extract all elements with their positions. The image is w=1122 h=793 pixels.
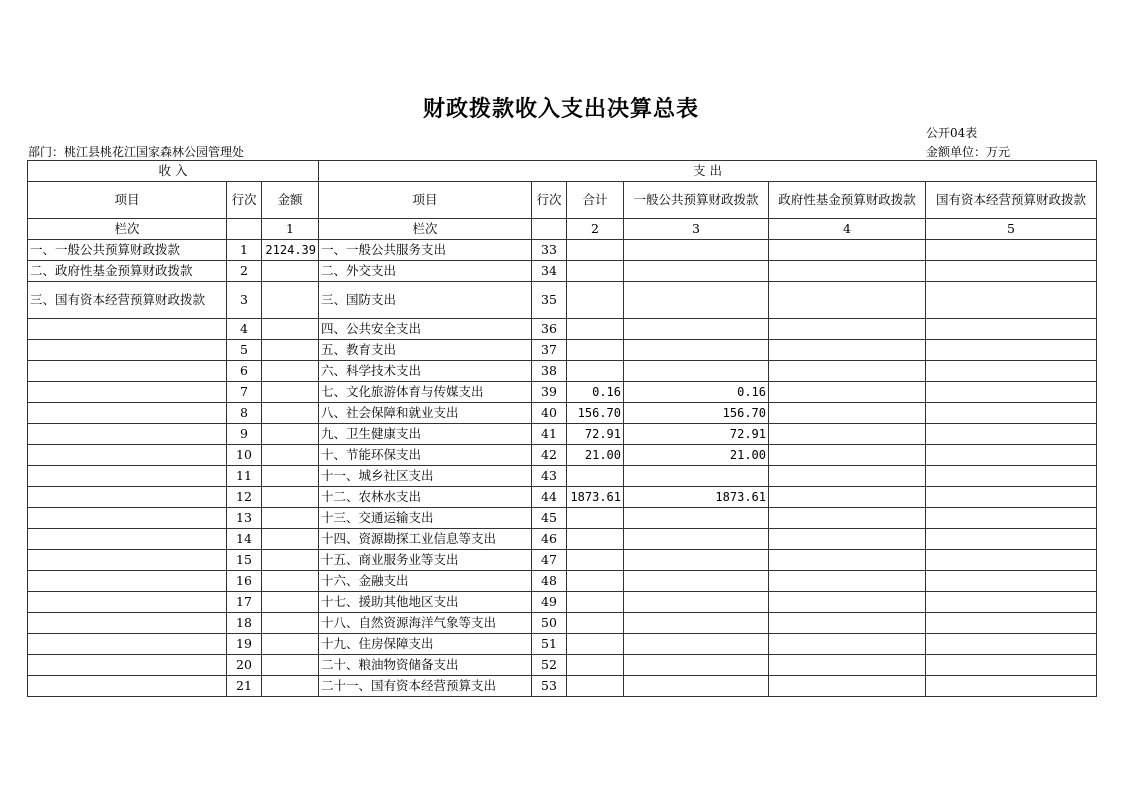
total-cell (567, 340, 624, 361)
gov-fund-cell (769, 240, 926, 261)
income-row-no-cell: 13 (227, 508, 262, 529)
income-item-cell (28, 403, 227, 424)
expense-row-no-cell: 43 (532, 466, 567, 487)
expense-item-cell: 三、国防支出 (319, 282, 532, 319)
general-budget-cell (624, 282, 769, 319)
state-capital-cell (926, 529, 1097, 550)
income-row-no-cell: 8 (227, 403, 262, 424)
total-cell: 21.00 (567, 445, 624, 466)
expense-item-cell: 五、教育支出 (319, 340, 532, 361)
state-capital-cell (926, 340, 1097, 361)
income-item-cell (28, 529, 227, 550)
table-row (28, 676, 1097, 697)
gov-fund-cell (769, 382, 926, 403)
state-capital-cell (926, 466, 1097, 487)
col-index-3: 3 (624, 219, 769, 240)
income-amount-cell (262, 424, 319, 445)
table-row (28, 340, 1097, 361)
table-row (28, 529, 1097, 550)
income-item-cell (28, 340, 227, 361)
income-item-cell (28, 361, 227, 382)
page-title: 财政拨款收入支出决算总表 (422, 96, 699, 122)
income-item-cell (28, 613, 227, 634)
income-item-cell: 二、政府性基金预算财政拨款 (28, 261, 227, 282)
income-item-cell (28, 676, 227, 697)
total-cell: 156.70 (567, 403, 624, 424)
budget-summary-table (27, 160, 1097, 697)
form-number: 公开04表 (926, 126, 978, 140)
income-row-no-cell: 16 (227, 571, 262, 592)
expense-section-header: 支 出 (319, 161, 1097, 182)
gov-fund-cell (769, 571, 926, 592)
general-budget-cell (624, 261, 769, 282)
income-amount-header: 金额 (262, 182, 319, 219)
gov-fund-cell (769, 508, 926, 529)
income-row-no-cell: 21 (227, 676, 262, 697)
gov-fund-cell (769, 592, 926, 613)
income-amount-cell (262, 445, 319, 466)
income-row-no-cell: 9 (227, 424, 262, 445)
general-budget-cell (624, 676, 769, 697)
income-row-no-cell: 20 (227, 655, 262, 676)
expense-col-index-label: 栏次 (319, 219, 532, 240)
income-row-no-cell: 7 (227, 382, 262, 403)
general-budget-cell (624, 592, 769, 613)
gov-fund-cell (769, 676, 926, 697)
general-budget-cell: 1873.61 (624, 487, 769, 508)
expense-row-no-cell: 41 (532, 424, 567, 445)
total-cell (567, 550, 624, 571)
income-item-cell (28, 634, 227, 655)
expense-row-no-cell: 35 (532, 282, 567, 319)
total-cell: 0.16 (567, 382, 624, 403)
total-cell (567, 508, 624, 529)
table-row (28, 361, 1097, 382)
income-row-no-cell: 11 (227, 466, 262, 487)
general-budget-cell (624, 550, 769, 571)
gov-fund-cell (769, 487, 926, 508)
general-budget-cell (624, 571, 769, 592)
total-cell (567, 655, 624, 676)
expense-row-no-cell: 33 (532, 240, 567, 261)
gov-fund-header: 政府性基金预算财政拨款 (769, 182, 926, 219)
income-item-cell (28, 655, 227, 676)
income-row-no-cell: 15 (227, 550, 262, 571)
expense-row-no-cell: 40 (532, 403, 567, 424)
income-item-cell (28, 571, 227, 592)
expense-item-cell: 一、一般公共服务支出 (319, 240, 532, 261)
gov-fund-cell (769, 403, 926, 424)
general-budget-header: 一般公共预算财政拨款 (624, 182, 769, 219)
expense-item-header: 项目 (319, 182, 532, 219)
table-row (28, 487, 1097, 508)
income-row-no-cell: 19 (227, 634, 262, 655)
income-item-cell (28, 445, 227, 466)
income-amount-cell (262, 403, 319, 424)
general-budget-cell (624, 361, 769, 382)
state-capital-cell (926, 634, 1097, 655)
income-row-no-cell: 4 (227, 319, 262, 340)
expense-item-cell: 九、卫生健康支出 (319, 424, 532, 445)
col-index-1: 1 (262, 219, 319, 240)
income-item-cell (28, 466, 227, 487)
expense-row-no-header: 行次 (532, 182, 567, 219)
expense-item-cell: 十五、商业服务业等支出 (319, 550, 532, 571)
general-budget-cell: 0.16 (624, 382, 769, 403)
total-cell (567, 613, 624, 634)
table-row (28, 634, 1097, 655)
table-row (28, 424, 1097, 445)
table-row (28, 382, 1097, 403)
income-item-cell (28, 424, 227, 445)
table-row (28, 261, 1097, 282)
gov-fund-cell (769, 261, 926, 282)
general-budget-cell (624, 240, 769, 261)
state-capital-cell (926, 282, 1097, 319)
table-row (28, 655, 1097, 676)
col-index-4: 4 (769, 219, 926, 240)
income-item-cell: 三、国有资本经营预算财政拨款 (28, 282, 227, 319)
gov-fund-cell (769, 655, 926, 676)
total-cell (567, 319, 624, 340)
department-label: 部门：桃江县桃花江国家森林公园管理处 (28, 145, 245, 159)
amount-unit-label: 金额单位：万元 (926, 145, 1011, 159)
general-budget-cell (624, 319, 769, 340)
expense-item-cell: 二、外交支出 (319, 261, 532, 282)
income-row-no-cell: 3 (227, 282, 262, 319)
general-budget-cell (624, 634, 769, 655)
expense-row-no-cell: 39 (532, 382, 567, 403)
income-row-no-cell: 6 (227, 361, 262, 382)
expense-item-cell: 十八、自然资源海洋气象等支出 (319, 613, 532, 634)
total-cell (567, 282, 624, 319)
state-capital-cell (926, 676, 1097, 697)
expense-row-no-cell: 52 (532, 655, 567, 676)
income-item-cell (28, 508, 227, 529)
income-amount-cell (262, 676, 319, 697)
income-amount-cell (262, 634, 319, 655)
table-row (28, 319, 1097, 340)
expense-item-cell: 八、社会保障和就业支出 (319, 403, 532, 424)
income-amount-cell (262, 529, 319, 550)
gov-fund-cell (769, 634, 926, 655)
total-cell (567, 361, 624, 382)
income-amount-cell (262, 361, 319, 382)
general-budget-cell: 156.70 (624, 403, 769, 424)
state-capital-cell (926, 445, 1097, 466)
income-item-cell (28, 592, 227, 613)
income-amount-cell: 2124.39 (262, 240, 319, 261)
income-row-no-cell: 2 (227, 261, 262, 282)
expense-item-cell: 十、节能环保支出 (319, 445, 532, 466)
expense-row-no-cell: 48 (532, 571, 567, 592)
income-amount-cell (262, 466, 319, 487)
col-index-5: 5 (926, 219, 1097, 240)
total-cell (567, 240, 624, 261)
expense-item-cell: 十二、农林水支出 (319, 487, 532, 508)
table-row (28, 445, 1097, 466)
expense-item-cell: 六、科学技术支出 (319, 361, 532, 382)
state-capital-cell (926, 655, 1097, 676)
state-capital-cell (926, 571, 1097, 592)
table-row (28, 282, 1097, 319)
expense-row-no-cell: 49 (532, 592, 567, 613)
expense-row-no-cell: 42 (532, 445, 567, 466)
general-budget-cell (624, 613, 769, 634)
state-capital-cell (926, 319, 1097, 340)
income-amount-cell (262, 261, 319, 282)
expense-row-no-cell: 44 (532, 487, 567, 508)
income-amount-cell (262, 382, 319, 403)
expense-row-no-cell: 45 (532, 508, 567, 529)
gov-fund-cell (769, 550, 926, 571)
state-capital-header: 国有资本经营预算财政拨款 (926, 182, 1097, 219)
expense-row-no-cell: 34 (532, 261, 567, 282)
income-item-cell (28, 382, 227, 403)
income-row-no-cell: 17 (227, 592, 262, 613)
total-cell: 1873.61 (567, 487, 624, 508)
empty-cell (227, 219, 262, 240)
expense-item-cell: 二十、粮油物资储备支出 (319, 655, 532, 676)
income-amount-cell (262, 655, 319, 676)
gov-fund-cell (769, 445, 926, 466)
expense-row-no-cell: 46 (532, 529, 567, 550)
state-capital-cell (926, 261, 1097, 282)
income-amount-cell (262, 319, 319, 340)
income-row-no-cell: 5 (227, 340, 262, 361)
income-item-header: 项目 (28, 182, 227, 219)
table-row (28, 240, 1097, 261)
gov-fund-cell (769, 613, 926, 634)
general-budget-cell (624, 340, 769, 361)
income-item-cell (28, 319, 227, 340)
expense-item-cell: 十一、城乡社区支出 (319, 466, 532, 487)
total-cell (567, 466, 624, 487)
state-capital-cell (926, 508, 1097, 529)
gov-fund-cell (769, 424, 926, 445)
expense-row-no-cell: 53 (532, 676, 567, 697)
expense-item-cell: 十七、援助其他地区支出 (319, 592, 532, 613)
income-row-no-cell: 1 (227, 240, 262, 261)
state-capital-cell (926, 361, 1097, 382)
income-item-cell: 一、一般公共预算财政拨款 (28, 240, 227, 261)
expense-row-no-cell: 50 (532, 613, 567, 634)
state-capital-cell (926, 550, 1097, 571)
total-cell: 72.91 (567, 424, 624, 445)
income-row-no-header: 行次 (227, 182, 262, 219)
state-capital-cell (926, 424, 1097, 445)
expense-row-no-cell: 36 (532, 319, 567, 340)
income-item-cell (28, 487, 227, 508)
column-header-row (28, 182, 1097, 219)
income-col-index-label: 栏次 (28, 219, 227, 240)
total-cell (567, 592, 624, 613)
gov-fund-cell (769, 361, 926, 382)
expense-row-no-cell: 51 (532, 634, 567, 655)
state-capital-cell (926, 592, 1097, 613)
empty-cell (532, 219, 567, 240)
income-row-no-cell: 14 (227, 529, 262, 550)
gov-fund-cell (769, 340, 926, 361)
state-capital-cell (926, 487, 1097, 508)
general-budget-cell (624, 466, 769, 487)
income-amount-cell (262, 282, 319, 319)
state-capital-cell (926, 403, 1097, 424)
expense-item-cell: 七、文化旅游体育与传媒支出 (319, 382, 532, 403)
income-amount-cell (262, 550, 319, 571)
table-row (28, 403, 1097, 424)
expense-item-cell: 十九、住房保障支出 (319, 634, 532, 655)
gov-fund-cell (769, 466, 926, 487)
table-row (28, 592, 1097, 613)
table-row (28, 571, 1097, 592)
expense-row-no-cell: 47 (532, 550, 567, 571)
expense-item-cell: 十三、交通运输支出 (319, 508, 532, 529)
table-row (28, 613, 1097, 634)
gov-fund-cell (769, 529, 926, 550)
income-row-no-cell: 18 (227, 613, 262, 634)
general-budget-cell (624, 508, 769, 529)
expense-item-cell: 十四、资源勘探工业信息等支出 (319, 529, 532, 550)
total-cell (567, 634, 624, 655)
expense-item-cell: 十六、金融支出 (319, 571, 532, 592)
income-item-cell (28, 550, 227, 571)
expense-row-no-cell: 38 (532, 361, 567, 382)
expense-item-cell: 四、公共安全支出 (319, 319, 532, 340)
total-cell (567, 529, 624, 550)
income-amount-cell (262, 487, 319, 508)
table-row (28, 550, 1097, 571)
gov-fund-cell (769, 319, 926, 340)
general-budget-cell: 21.00 (624, 445, 769, 466)
income-amount-cell (262, 340, 319, 361)
total-cell (567, 261, 624, 282)
state-capital-cell (926, 382, 1097, 403)
state-capital-cell (926, 240, 1097, 261)
income-amount-cell (262, 613, 319, 634)
general-budget-cell (624, 655, 769, 676)
gov-fund-cell (769, 282, 926, 319)
table-row (28, 466, 1097, 487)
income-amount-cell (262, 592, 319, 613)
income-section-header: 收 入 (28, 161, 319, 182)
income-amount-cell (262, 508, 319, 529)
income-amount-cell (262, 571, 319, 592)
total-cell (567, 676, 624, 697)
col-index-2: 2 (567, 219, 624, 240)
general-budget-cell (624, 529, 769, 550)
income-row-no-cell: 12 (227, 487, 262, 508)
column-index-row (28, 219, 1097, 240)
expense-item-cell: 二十一、国有资本经营预算支出 (319, 676, 532, 697)
total-header: 合计 (567, 182, 624, 219)
table-row (28, 508, 1097, 529)
expense-row-no-cell: 37 (532, 340, 567, 361)
income-row-no-cell: 10 (227, 445, 262, 466)
state-capital-cell (926, 613, 1097, 634)
section-header-row (28, 161, 1097, 182)
total-cell (567, 571, 624, 592)
general-budget-cell: 72.91 (624, 424, 769, 445)
